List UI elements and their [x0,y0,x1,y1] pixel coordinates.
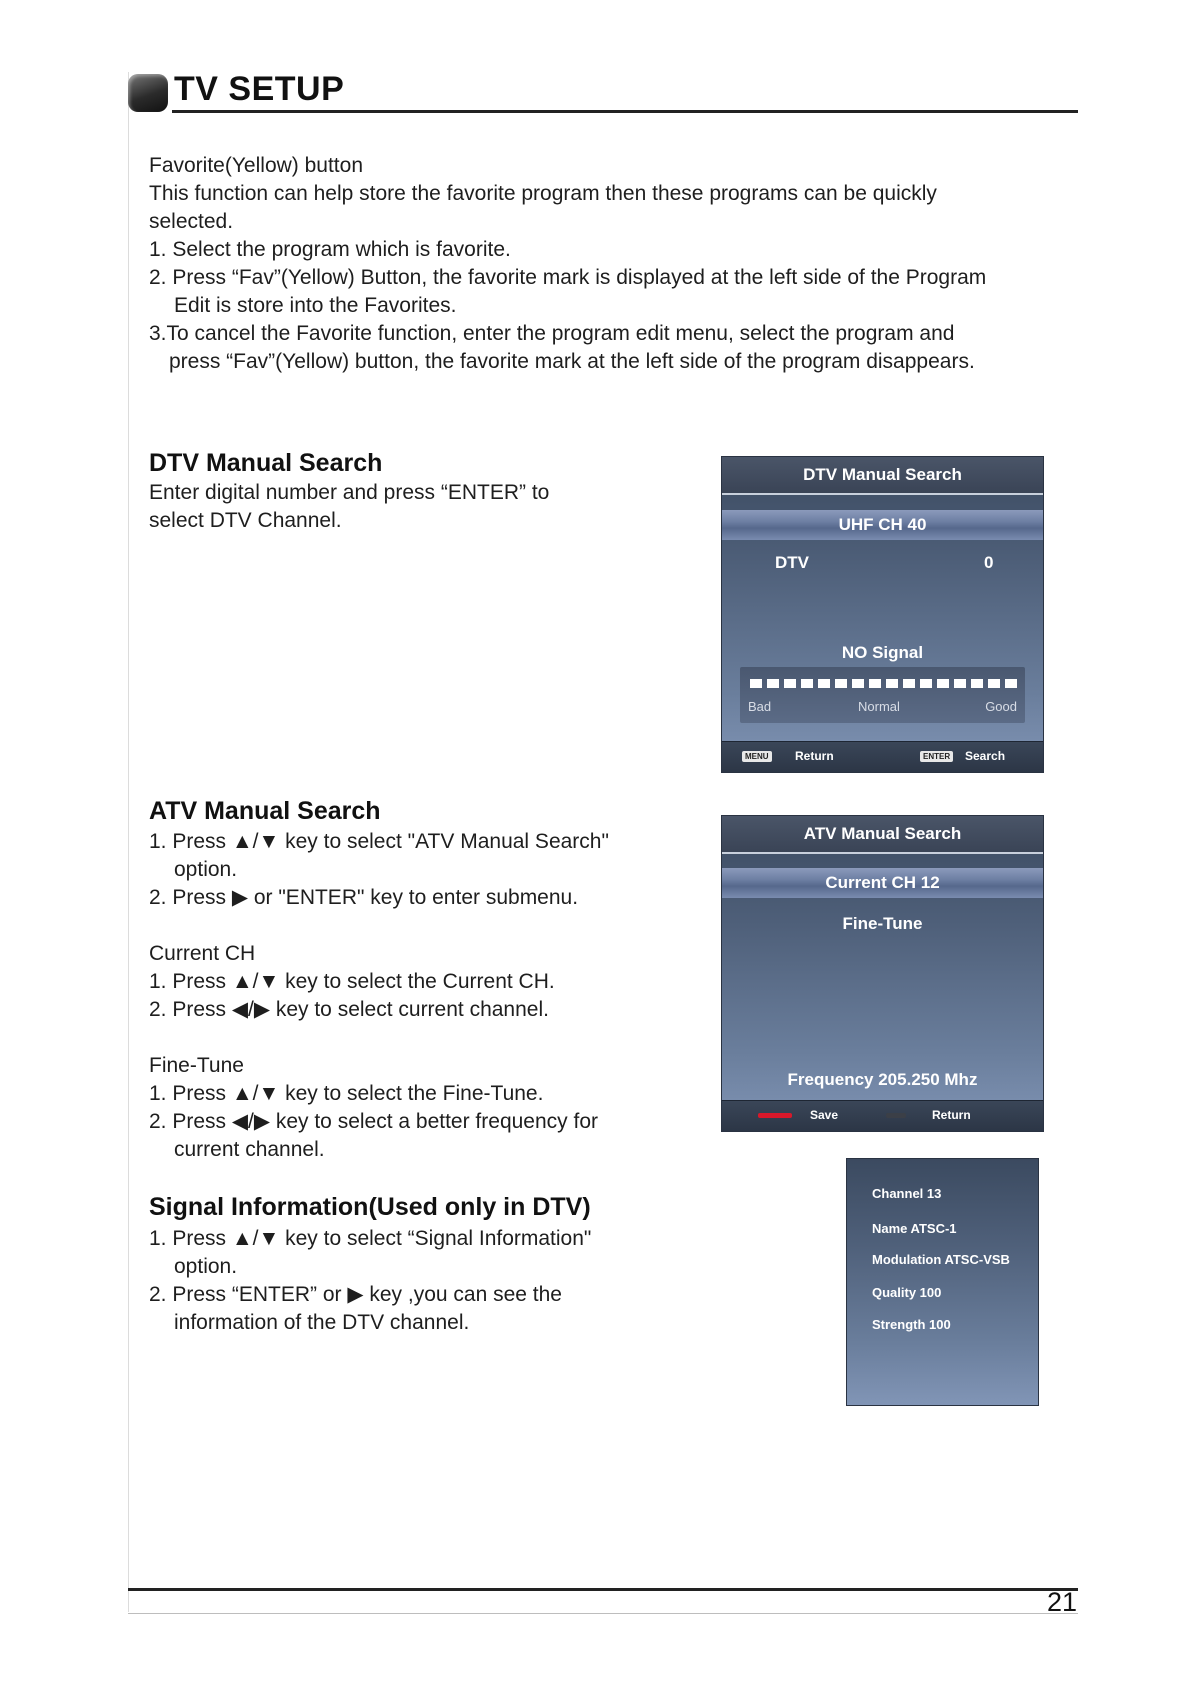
signal-osd-modulation: Modulation ATSC-VSB [872,1252,1010,1267]
meter-segment [988,679,1000,688]
favorite-section [149,152,1069,376]
osd-rule [722,852,1043,854]
dtv-osd-return-label: Return [795,749,834,763]
osd-rule [722,493,1043,495]
atv-osd-return-label: Return [932,1108,971,1122]
signal-step-1b: option. [174,1255,238,1278]
meter-label-bad: Bad [748,699,772,714]
current-ch-heading: Current CH [149,942,256,965]
meter-segment [767,679,779,688]
favorite-step-1: 1. Select the program which is favorite. [149,238,511,261]
meter-segment [784,679,796,688]
signal-step-2b: information of the DTV channel. [174,1311,470,1334]
menu-key-icon: MENU [742,751,772,762]
meter-segment [818,679,830,688]
atv-heading: ATV Manual Search [149,797,381,825]
meter-segment [920,679,932,688]
atv-osd-save-label: Save [810,1108,839,1122]
favorite-heading: Favorite(Yellow) button [149,154,363,177]
atv-osd-title: ATV Manual Search [722,816,1043,852]
atv-osd-fine-tune: Fine-Tune [842,914,923,933]
fine-tune-step-2a: 2. Press ◀/▶ key to select a better frequency for [149,1110,598,1133]
meter-segment [903,679,915,688]
atv-description [149,828,669,1164]
favorite-intro-2: selected. [149,210,234,233]
dtv-description [149,479,649,535]
favorite-intro-1: This function can help store the favorite program then these programs can be quickly [149,182,937,205]
meter-label-normal: Normal [858,699,900,714]
favorite-step-3b: press “Fav”(Yellow) button, the favorite mark at the left side of the program disappears. [169,350,975,373]
signal-osd-channel: Channel 13 [872,1186,942,1201]
menu-key-icon [886,1113,906,1118]
footer-rule [128,1588,1078,1591]
atv-osd-screenshot [721,815,1044,1132]
signal-info-osd-screenshot [846,1158,1039,1406]
fine-tune-heading: Fine-Tune [149,1054,244,1077]
dtv-heading: DTV Manual Search [149,449,383,477]
meter-segment [801,679,813,688]
dtv-osd-screenshot [721,456,1044,773]
header-badge-icon [128,74,168,112]
signal-step-2a: 2. Press “ENTER” or ▶ key ,you can see the [149,1283,562,1306]
page-margin-line [128,72,129,1612]
atv-osd-current-ch-bar: Current CH 12 [722,868,1043,898]
atv-osd-footer [722,1100,1043,1131]
enter-key-icon: ENTER [920,751,953,762]
red-key-icon [758,1113,792,1118]
meter-segment [750,679,762,688]
fine-tune-step-1: 1. Press ▲/▼ key to select the Fine-Tune. [149,1082,544,1105]
meter-segment [954,679,966,688]
meter-segment [835,679,847,688]
footer-bottom-line [128,1613,1078,1614]
dtv-osd-dtv-label: DTV [775,553,809,572]
page-number: 21 [1046,1587,1077,1617]
page-title: TV SETUP [174,70,345,108]
current-ch-step-2: 2. Press ◀/▶ key to select current channel. [149,998,549,1021]
dtv-osd-dtv-value: 0 [984,553,994,572]
favorite-step-2b: Edit is store into the Favorites. [174,294,457,317]
section-header [128,70,1078,114]
fine-tune-step-2b: current channel. [174,1138,325,1161]
signal-step-1a: 1. Press ▲/▼ key to select “Signal Information" [149,1227,592,1250]
dtv-line-2: select DTV Channel. [149,509,342,532]
favorite-step-2a: 2. Press “Fav”(Yellow) Button, the favorite mark is displayed at the left side of the Program [149,266,987,289]
signal-info-heading: Signal Information(Used only in DTV) [149,1193,591,1221]
signal-osd-quality: Quality 100 [872,1285,942,1300]
current-ch-step-1: 1. Press ▲/▼ key to select the Current CH. [149,970,555,993]
atv-step-1b: option. [174,858,238,881]
dtv-osd-channel-bar: UHF CH 40 [722,510,1043,540]
signal-strength-meter [740,667,1025,723]
dtv-osd-footer [722,741,1043,772]
dtv-osd-title: DTV Manual Search [722,457,1043,493]
meter-segment [937,679,949,688]
meter-segment [971,679,983,688]
dtv-line-1: Enter digital number and press “ENTER” to [149,481,550,504]
atv-step-1a: 1. Press ▲/▼ key to select "ATV Manual Search" [149,830,609,853]
meter-segment [1005,679,1017,688]
meter-label-good: Good [985,699,1017,714]
dtv-osd-search-label: Search [965,749,1006,763]
atv-osd-frequency: Frequency 205.250 Mhz [787,1070,978,1089]
meter-segment [852,679,864,688]
signal-osd-strength: Strength 100 [872,1317,951,1332]
signal-info-description [149,1225,669,1337]
header-rule [172,110,1078,113]
meter-segment [869,679,881,688]
dtv-osd-signal-status: NO Signal [841,643,924,662]
atv-step-2: 2. Press ▶ or "ENTER" key to enter submenu. [149,886,579,909]
meter-segment [886,679,898,688]
favorite-step-3a: 3.To cancel the Favorite function, enter the program edit menu, select the program and [149,322,955,345]
signal-osd-name: Name ATSC-1 [872,1221,957,1236]
